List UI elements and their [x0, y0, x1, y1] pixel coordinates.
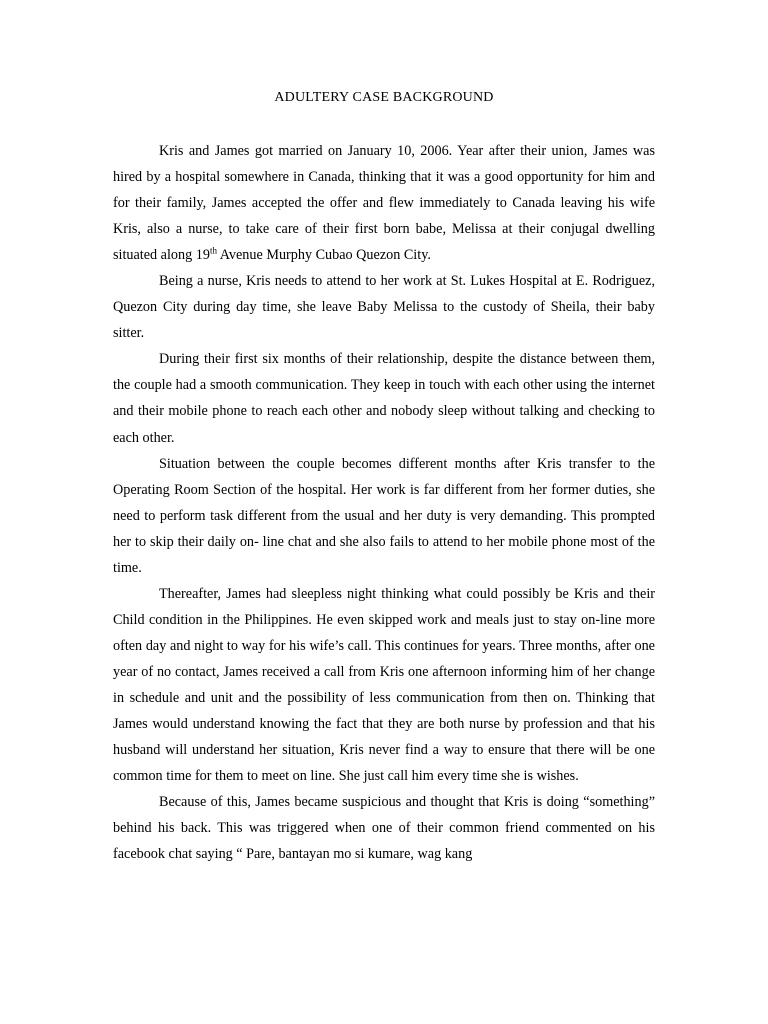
- paragraph-1-text: Kris and James got married on January 10, 2006. Year after their union, James was hired by a hospital somewhere in Canada, thinking that it was a good opportunity for him and for their family, James accepted the offer and flew immediately to Canada leaving his wife Kris, also a nurse, to take care of their first born babe, Melissa at their conjugal dwelling situated along 19: [113, 143, 655, 264]
- paragraph-6: Because of this, James became suspicious and thought that Kris is doing “something” behind his back. This was triggered when one of their common friend commented on his facebook chat saying “ Pare, bantayan mo si kumare, wag kang: [113, 794, 655, 863]
- paragraph-2: Being a nurse, Kris needs to attend to her work at St. Lukes Hospital at E. Rodriguez, Quezon City during day time, she leave Baby Melissa to the custody of Sheila, their baby sitter.: [113, 273, 655, 342]
- document-title: ADULTERY CASE BACKGROUND: [274, 90, 494, 105]
- paragraph-1-text-end: Avenue Murphy Cubao Quezon City.: [216, 247, 431, 264]
- paragraph-5: Thereafter, James had sleepless night thinking what could possibly be Kris and their Child condition in the Philippines. He even skipped work and meals just to stay on-line more often day and night to way for his wife’s call. This continues for years. Three months, after one year of no contact, James received a call from Kris one afternoon informing him of her change in schedule and unit and the possibility of less communication from then on. Thinking that James would understand knowing the fact that they are both nurse by profession and that his husband will understand her situation, Kris never find a way to ensure that there will be one common time for them to meet on line. She just call him every time she is wishes.: [113, 585, 655, 785]
- paragraph-1: [113, 138, 655, 268]
- document-body: [113, 138, 655, 867]
- ordinal-suffix: th: [209, 245, 217, 256]
- paragraph-4: Situation between the couple becomes different months after Kris transfer to the Operating Room Section of the hospital. Her work is far different from her former duties, she need to perform task different from the usual and her duty is very demanding. This prompted her to skip their daily on- line chat and she also fails to attend to her mobile phone most of the time.: [113, 455, 655, 576]
- paragraph-3: During their first six months of their relationship, despite the distance between them, the couple had a smooth communication. They keep in touch with each other using the internet and their mobile phone to reach each other and nobody sleep without talking and checking to each other.: [113, 351, 655, 446]
